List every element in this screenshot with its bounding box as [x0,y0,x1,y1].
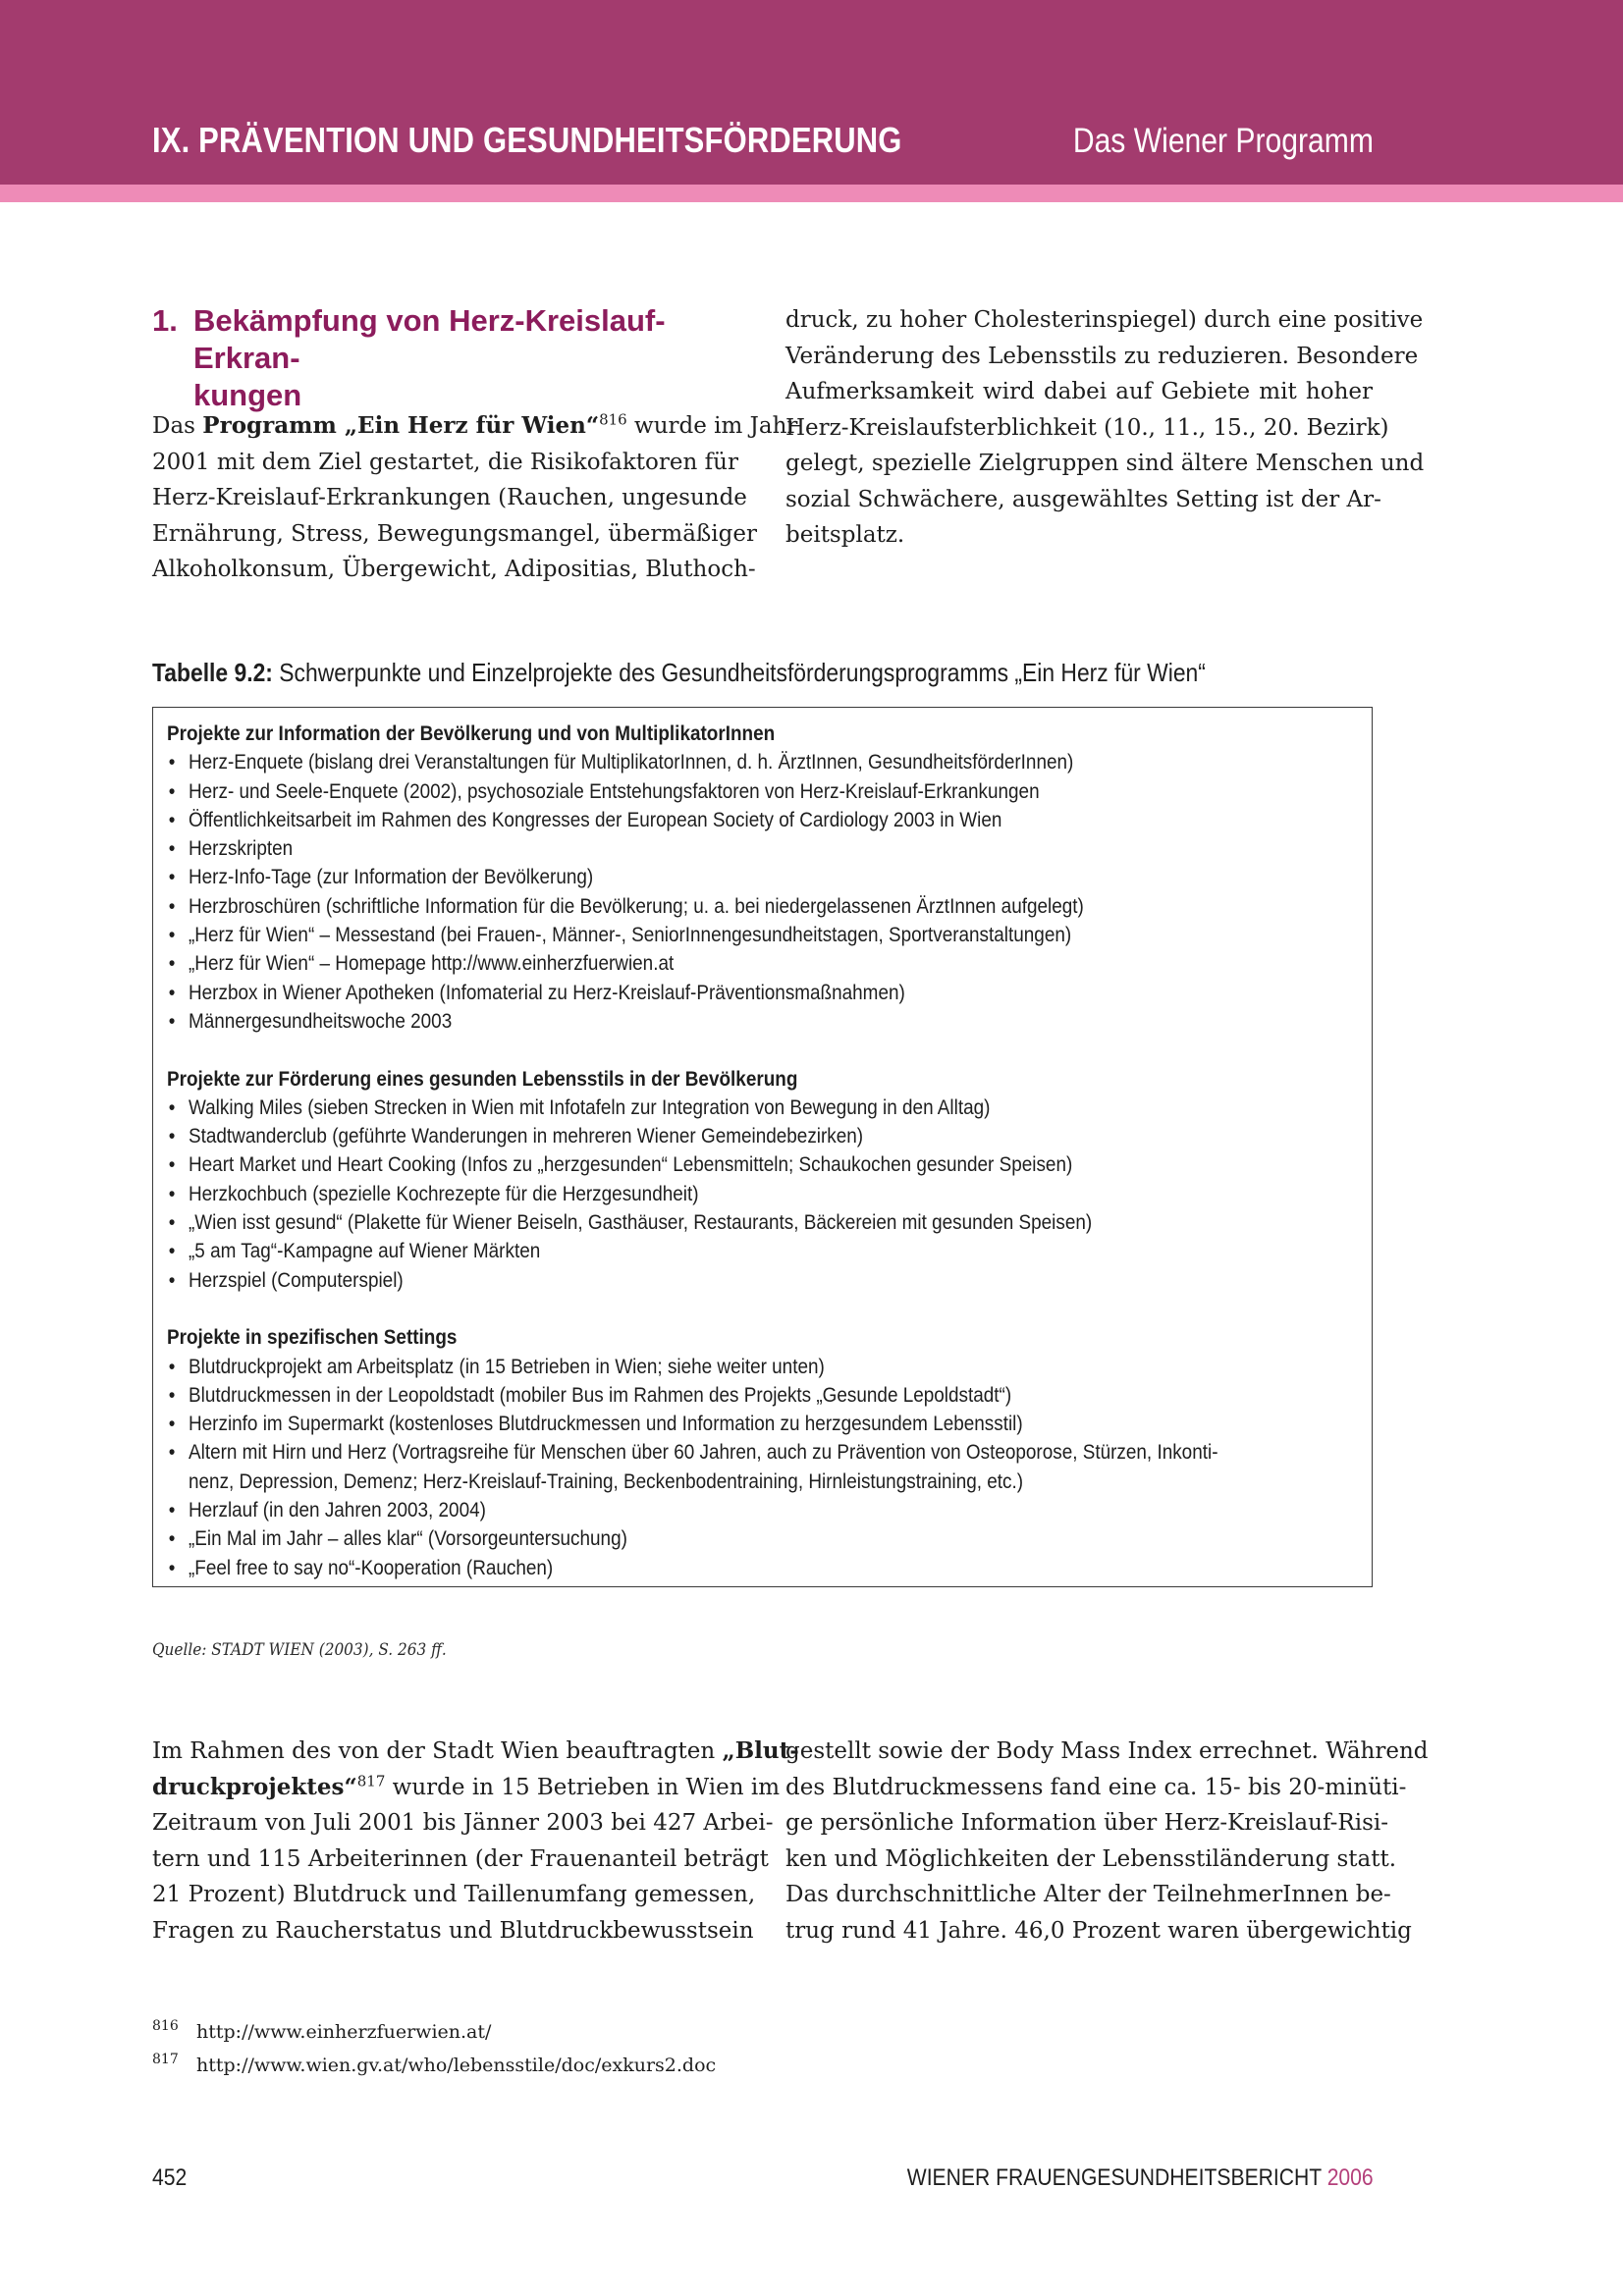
text-line: Alkoholkonsum, Übergewicht, Adipositias, Bluthoch- [152,557,756,582]
table-item [167,1266,1359,1295]
body2-right-column [785,1734,1429,1949]
table-item [167,806,1359,834]
text-line: gelegt, spezielle Zielgruppen sind ältere Menschen und [785,451,1425,476]
table-item-text: Herz-Enquete (bislang drei Veranstaltungen für MultiplikatorInnen, d. h. ÄrztInnen, GesundheitsförderInnen) [189,750,1074,774]
table-item-text: Herzskripten [189,836,294,861]
text-line: Fragen zu Raucherstatus und Blutdruckbewusstsein [152,1917,754,1944]
text-run: wurde im Jahr [626,413,798,439]
text-line: Herz-Kreislaufsterblichkeit (10., 11., 15., 20. Bezirk) [785,414,1389,441]
text-line [152,1734,799,1770]
table-group-title: Projekte in spezifischen Settings [167,1325,458,1350]
table-item-text: Herzkochbuch (spezielle Kochrezepte für die Herzgesundheit) [189,1181,699,1205]
table-item-text: Stadtwanderclub (geführte Wanderungen in mehreren Wiener Gemeindebezirken) [189,1124,864,1148]
report-title-text: WIENER FRAUENGESUNDHEITSBERICHT [907,2164,1323,2191]
table-item [167,1554,1359,1582]
table-group-title: Projekte zur Förderung eines gesunden Lebensstils in der Bevölkerung [167,1066,798,1091]
text-line [152,1770,781,1806]
bold-program-name: druckprojektes“ [152,1773,357,1800]
section-title-line1: Bekämpfung von Herz-Kreislauf-Erkran- [193,303,666,375]
table-item [167,1150,1359,1179]
table-item-text: Herzbox in Wiener Apotheken (Infomaterial zu Herz-Kreislauf-Präventionsmaßnahmen) [189,980,905,1004]
table-caption [152,658,1206,688]
table-label: Tabelle 9.2: [152,658,273,687]
text-line: Herz-Kreislauf-Erkrankungen (Rauchen, ungesunde [152,485,747,510]
table-item [167,834,1359,863]
table-item [167,777,1359,806]
project-table-content [167,720,1359,1611]
table-item [167,748,1359,776]
footnote-url: http://www.einherzfuerwien.at/ [196,2021,492,2043]
text-line [152,408,798,445]
footnote-number: 816 [152,2018,179,2034]
table-item-text: Herzspiel (Computerspiel) [189,1267,404,1292]
table-item-text: Öffentlichkeitsarbeit im Rahmen des Kongresses der European Society of Cardiology 2003 in Wien [189,807,1002,831]
text-line: sozial Schwächere, ausgewähltes Setting ist der Ar- [785,486,1381,512]
table-group [167,1323,1359,1582]
table-item [167,1237,1359,1265]
text-line: ken und Möglichkeiten der Lebensstiländerung statt. [785,1845,1397,1872]
bold-program-name: Programm „Ein Herz für Wien“ [202,412,600,439]
table-item-text: Blutdruckmessen in der Leopoldstadt (mobiler Bus im Rahmen des Projekts „Gesunde Lepoldstadt“) [189,1382,1012,1407]
table-item [167,921,1359,949]
text-line: des Blutdruckmessens fand eine ca. 15- bis 20-minüti- [785,1774,1407,1800]
table-item [167,1208,1359,1237]
bold-program-name: „Blut- [722,1737,799,1764]
table-group-title: Projekte zur Information der Bevölkerung und von MultiplikatorInnen [167,721,776,745]
table-group [167,720,1359,1036]
text-line: tern und 115 Arbeiterinnen (der Frauenanteil beträgt [152,1845,769,1872]
table-item-text: „Wien isst gesund“ (Plakette für Wiener Beiseln, Gasthäuser, Restaurants, Bäckereien mit gesunden Speisen) [189,1210,1093,1235]
footnotes [152,2015,716,2082]
text-run: wurde in 15 Betrieben in Wien im [385,1774,781,1800]
table-item [167,892,1359,921]
footnote-number: 817 [152,2052,179,2067]
section-title-line2: kungen [193,378,302,412]
text-line: trug rund 41 Jahre. 46,0 Prozent waren übergewichtig [785,1917,1412,1944]
table-item [167,1007,1359,1036]
footnote-url: http://www.wien.gv.at/who/lebensstile/doc/exkurs2.doc [196,2055,717,2076]
intro-left-column [152,408,798,588]
text-line: gestellt sowie der Body Mass Index errechnet. Während [785,1738,1429,1764]
table-item [167,1122,1359,1150]
text-line: beitsplatz. [785,522,905,548]
table-item-text: Altern mit Hirn und Herz (Vortragsreihe für Menschen über 60 Jahren, auch zu Prävention von Osteoporose, Stürzen, Inkonti- [189,1440,1218,1465]
table-item-text: Herzinfo im Supermarkt (kostenloses Blutdruckmessen und Information zu herzgesundem Lebensstil) [189,1412,1023,1436]
table-item-text: „Ein Mal im Jahr – alles klar“ (Vorsorgeuntersuchung) [189,1526,627,1551]
table-item-text: Walking Miles (sieben Strecken in Wien mit Infotafeln zur Integration von Bewegung in den Alltag) [189,1095,991,1119]
footnote-ref: 817 [356,1771,386,1789]
text-line: 21 Prozent) Blutdruck und Taillenumfang gemessen, [152,1882,756,1907]
table-item-text: „Herz für Wien“ – Homepage http://www.einherzfuerwien.at [189,951,675,976]
table-item-text: Männergesundheitswoche 2003 [189,1008,453,1033]
intro-right-column [785,302,1425,554]
section-heading [152,302,741,414]
table-item-continuation: nenz, Depression, Demenz; Herz-Kreislauf-Training, Beckenbodentraining, Hirnleistungstraining, etc.) [189,1468,1024,1493]
text-line: 2001 mit dem Ziel gestartet, die Risikofaktoren für [152,449,738,475]
section-number: 1. [152,303,178,338]
report-year: 2006 [1327,2164,1374,2191]
text-line: Das durchschnittliche Alter der TeilnehmerInnen be- [785,1882,1391,1907]
text-line: Aufmerksamkeit wird dabei auf Gebiete mit hoher [785,379,1373,404]
text-run: Im Rahmen des von der Stadt Wien beauftragten [152,1738,723,1764]
table-item-text: „5 am Tag“-Kampagne auf Wiener Märkten [189,1239,541,1263]
table-item [167,863,1359,891]
table-item [167,1353,1359,1381]
table-item [167,1524,1359,1553]
footnote [152,2049,716,2082]
table-item [167,1381,1359,1410]
page-number: 452 [152,2164,188,2191]
text-run: Das [152,413,203,439]
header-stripe [0,185,1623,202]
table-item [167,979,1359,1007]
table-group [167,1065,1359,1295]
text-line: ge persönliche Information über Herz-Kreislauf-Risi- [785,1810,1389,1836]
body2-left-column [152,1734,799,1949]
text-line: Veränderung des Lebensstils zu reduzieren. Besondere [785,343,1419,369]
table-item [167,1410,1359,1438]
table-item-text: Heart Market und Heart Cooking (Infos zu „herzgesunden“ Lebensmitteln; Schaukochen gesunder Speisen) [189,1152,1073,1177]
chapter-title: IX. PRÄVENTION UND GESUNDHEITSFÖRDERUNG [152,120,902,160]
table-item [167,1094,1359,1122]
table-item-text: Herz-Info-Tage (zur Information der Bevölkerung) [189,865,594,889]
text-line: druck, zu hoher Cholesterinspiegel) durch eine positive [785,307,1424,333]
table-item-text: Herz- und Seele-Enquete (2002), psychosoziale Entstehungsfaktoren von Herz-Kreislauf-Erkrankungen [189,778,1040,803]
footnote-ref: 816 [599,410,627,429]
report-title [907,2164,1374,2192]
text-line: Zeitraum von Juli 2001 bis Jänner 2003 bei 427 Arbei- [152,1810,774,1836]
table-item [167,1496,1359,1524]
text-line: Ernährung, Stress, Bewegungsmangel, übermäßiger [152,520,757,547]
table-item-text: „Feel free to say no“-Kooperation (Rauchen) [189,1555,554,1579]
table-item [167,1438,1359,1496]
table-item-text: Blutdruckprojekt am Arbeitsplatz (in 15 Betrieben in Wien; siehe weiter unten) [189,1354,825,1378]
table-item-text: Herzbroschüren (schriftliche Information für die Bevölkerung; u. a. bei niedergelassenen ÄrztInnen aufgelegt) [189,893,1084,918]
table-caption-text: Schwerpunkte und Einzelprojekte des Gesundheitsförderungsprogramms „Ein Herz für Wien“ [279,658,1206,687]
footnote [152,2015,716,2049]
project-table [152,707,1373,1587]
table-source: Quelle: STADT WIEN (2003), S. 263 ff. [152,1640,447,1660]
table-item [167,949,1359,978]
table-item-text: Herzlauf (in den Jahren 2003, 2004) [189,1498,486,1522]
table-item [167,1180,1359,1208]
table-item-text: „Herz für Wien“ – Messestand (bei Frauen-, Männer-, SeniorInnengesundheitstagen, Sportveranstaltungen) [189,923,1072,947]
section-name: Das Wiener Programm [1072,122,1374,160]
